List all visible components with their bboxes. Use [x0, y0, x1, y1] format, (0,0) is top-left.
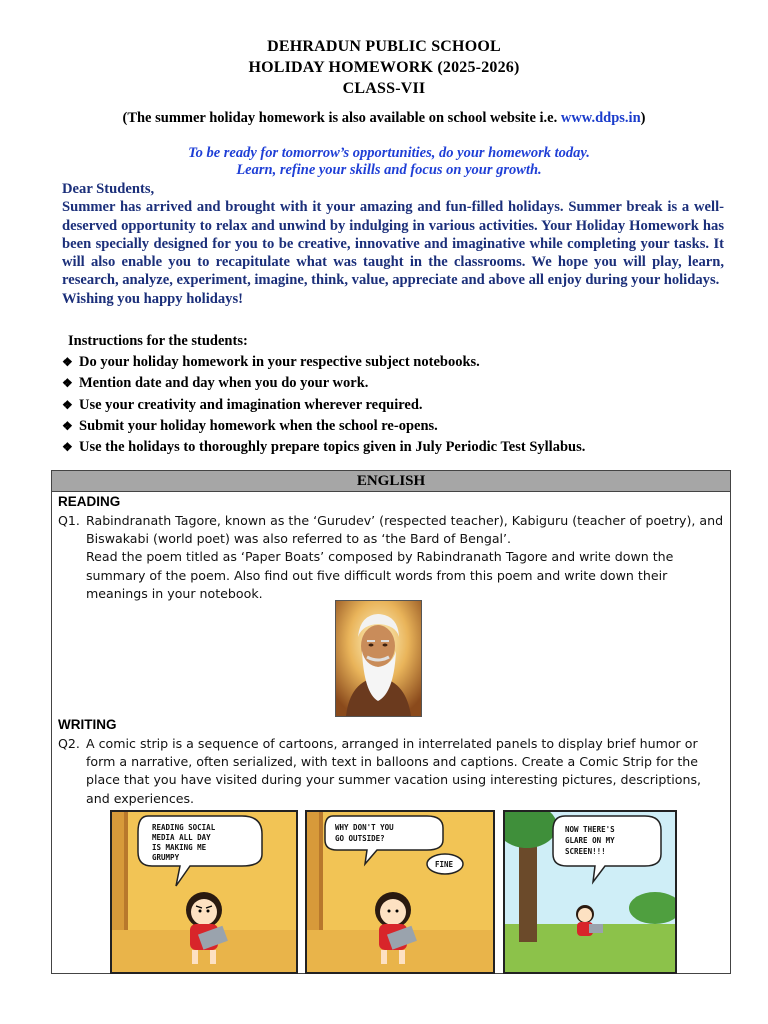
website-note	[0, 110, 768, 127]
comic-panel-2	[305, 810, 495, 974]
reading-title: READING	[58, 494, 121, 509]
diamond-bullet-icon: ❖	[62, 355, 73, 369]
panel-2-line-1: WHY DON'T YOU	[335, 823, 394, 832]
letter-closing: Wishing you happy holidays!	[62, 290, 244, 307]
comic-panel-3	[503, 810, 677, 974]
question-2	[58, 735, 726, 808]
comic-panel-1	[110, 810, 298, 974]
instructions-list	[62, 352, 585, 458]
instructions-title: Instructions for the students:	[68, 333, 248, 349]
school-name: DEHRADUN PUBLIC SCHOOL	[267, 38, 501, 55]
question-1	[58, 512, 726, 603]
motto-line-1: To be ready for tomorrow’s opportunities, do your homework today.	[188, 145, 590, 161]
instruction-item: ❖ Do your holiday homework in your respective subject notebooks.	[62, 352, 585, 373]
tagore-portrait	[335, 600, 422, 717]
diamond-bullet-icon: ❖	[62, 440, 73, 455]
diamond-bullet-icon: ❖	[62, 376, 73, 391]
diamond-bullet-icon: ❖	[62, 418, 73, 433]
website-note-prefix: (The summer holiday homework is also available on school website i.e.	[122, 110, 561, 126]
question-1-number: Q1.	[58, 513, 80, 528]
question-2-number: Q2.	[58, 736, 80, 751]
instruction-item: ❖ Use the holidays to thoroughly prepare topics given in July Periodic Test Syllabus.	[62, 437, 585, 458]
instruction-item: ❖ Submit your holiday homework when the school re-opens.	[62, 416, 585, 437]
question-1-text: Rabindranath Tagore, known as the ‘Gurudev’ (respected teacher), Kabiguru (teacher of poetry), and Biswakabi (world poet) was also referred to as ‘the Bard of Bengal’.	[86, 513, 724, 547]
letter-greeting: Dear Students,	[62, 181, 155, 197]
panel-3-line-2: GLARE ON MY	[565, 836, 615, 845]
question-2-text: A comic strip is a sequence of cartoons, arranged in interrelated panels to display brief humor or form a narrative, often serialized, with text in balloons and captions. Create a Comic Strip for the place that you have visited during your summer vacation using interesting pictures, descriptions, and experiences.	[86, 736, 702, 806]
instruction-item: ❖ Use your creativity and imagination wherever required.	[62, 395, 585, 416]
writing-title: WRITING	[58, 717, 117, 732]
question-1-task: Read the poem titled as ‘Paper Boats’ composed by Rabindranath Tagore and write down the summary of the poem. Also find out five difficult words from this poem and write down their meanings in your notebook.	[86, 549, 674, 601]
panel-1-line-2: MEDIA ALL DAY	[152, 833, 211, 842]
english-section	[51, 470, 731, 974]
class-title: CLASS-VII	[342, 80, 426, 97]
panel-1-line-4: GRUMPY	[152, 853, 180, 862]
homework-title: HOLIDAY HOMEWORK (2025-2026)	[248, 59, 520, 76]
website-link[interactable]: www.ddps.in	[560, 110, 641, 126]
panel-2-reply: FINE	[435, 860, 454, 869]
panel-3-line-1: NOW THERE'S	[565, 825, 615, 834]
letter	[62, 180, 724, 308]
panel-3-line-3: SCREEN!!!	[565, 847, 606, 856]
diamond-bullet-icon: ❖	[62, 397, 73, 412]
website-note-suffix: )	[640, 110, 646, 126]
english-heading: ENGLISH	[52, 471, 730, 492]
panel-2-line-2: GO OUTSIDE?	[335, 834, 385, 843]
instruction-item: ❖ Mention date and day when you do your work.	[62, 373, 585, 394]
letter-body: Summer has arrived and brought with it your amazing and fun-filled holidays. Summer break is a well-deserved opportunity to relax and unwind by indulging in various activities. Your Holiday Homework has been specially designed for you to be creative, innovative and imaginative while completing your tasks. It will also enable you to recapitulate what was taught in the classrooms. We hope you will play, learn, research, analyze, experiment, imagine, think, value, appreciate and above all enjoy during your holidays.	[62, 199, 724, 289]
panel-1-line-1: READING SOCIAL	[152, 823, 216, 832]
panel-1-line-3: IS MAKING ME	[152, 843, 207, 852]
motto-line-2: Learn, refine your skills and focus on your growth.	[236, 162, 542, 178]
